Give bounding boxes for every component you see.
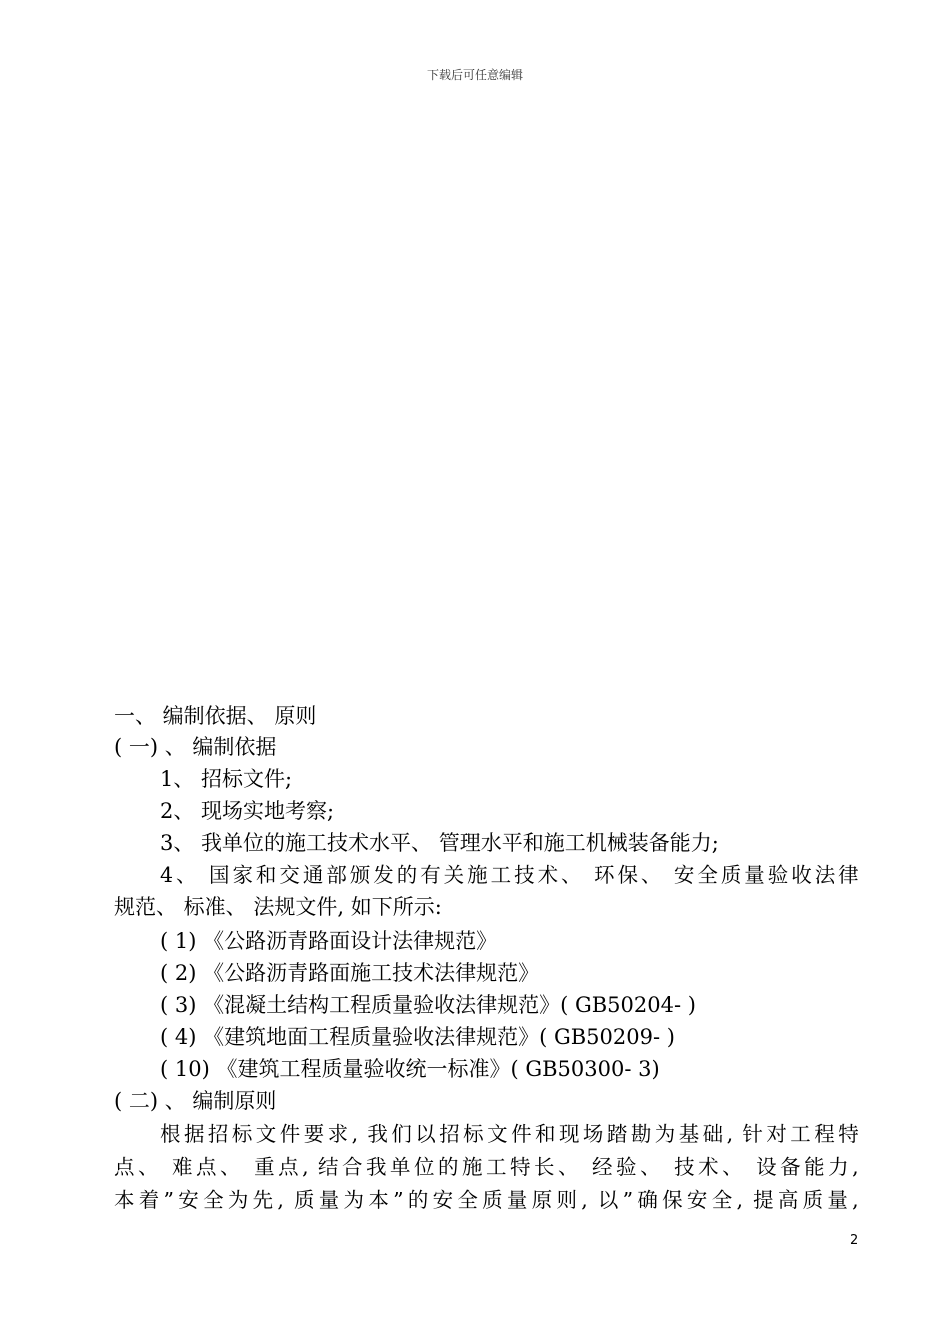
paragraph-line: 规范、 标准、 法规文件, 如下所示:: [114, 895, 442, 919]
paragraph-line: 根据招标文件要求, 我们以招标文件和现场踏勘为基础, 针对工程特: [160, 1122, 858, 1146]
reference-item: ( 10) 《建筑工程质量验收统一标准》( GB50300- 3): [160, 1057, 660, 1081]
section-heading: 一、 编制依据、 原则: [114, 704, 317, 728]
subsection-heading: ( 一) 、 编制依据: [114, 735, 277, 759]
subsection-heading: ( 二) 、 编制原则: [114, 1089, 277, 1113]
reference-item: ( 2) 《公路沥青路面施工技术法律规范》: [160, 961, 540, 985]
paragraph-line: 本着”安全为先, 质量为本”的安全质量原则, 以”确保安全, 提高质量,: [114, 1188, 858, 1212]
paragraph-line: 点、 难点、 重点, 结合我单位的施工特长、 经验、 技术、 设备能力,: [114, 1155, 858, 1179]
reference-item: ( 1) 《公路沥青路面设计法律规范》: [160, 929, 498, 953]
list-item: 2、 现场实地考察;: [160, 799, 335, 823]
page-number: 2: [850, 1233, 859, 1248]
reference-item: ( 3) 《混凝土结构工程质量验收法律规范》( GB50204- ): [160, 993, 696, 1017]
list-item: 3、 我单位的施工技术水平、 管理水平和施工机械装备能力;: [160, 831, 719, 855]
list-item: 4、 国家和交通部颁发的有关施工技术、 环保、 安全质量验收法律: [160, 863, 858, 887]
reference-item: ( 4) 《建筑地面工程质量验收法律规范》( GB50209- ): [160, 1025, 675, 1049]
list-item: 1、 招标文件;: [160, 767, 293, 791]
page-header: 下载后可任意编辑: [426, 68, 523, 82]
